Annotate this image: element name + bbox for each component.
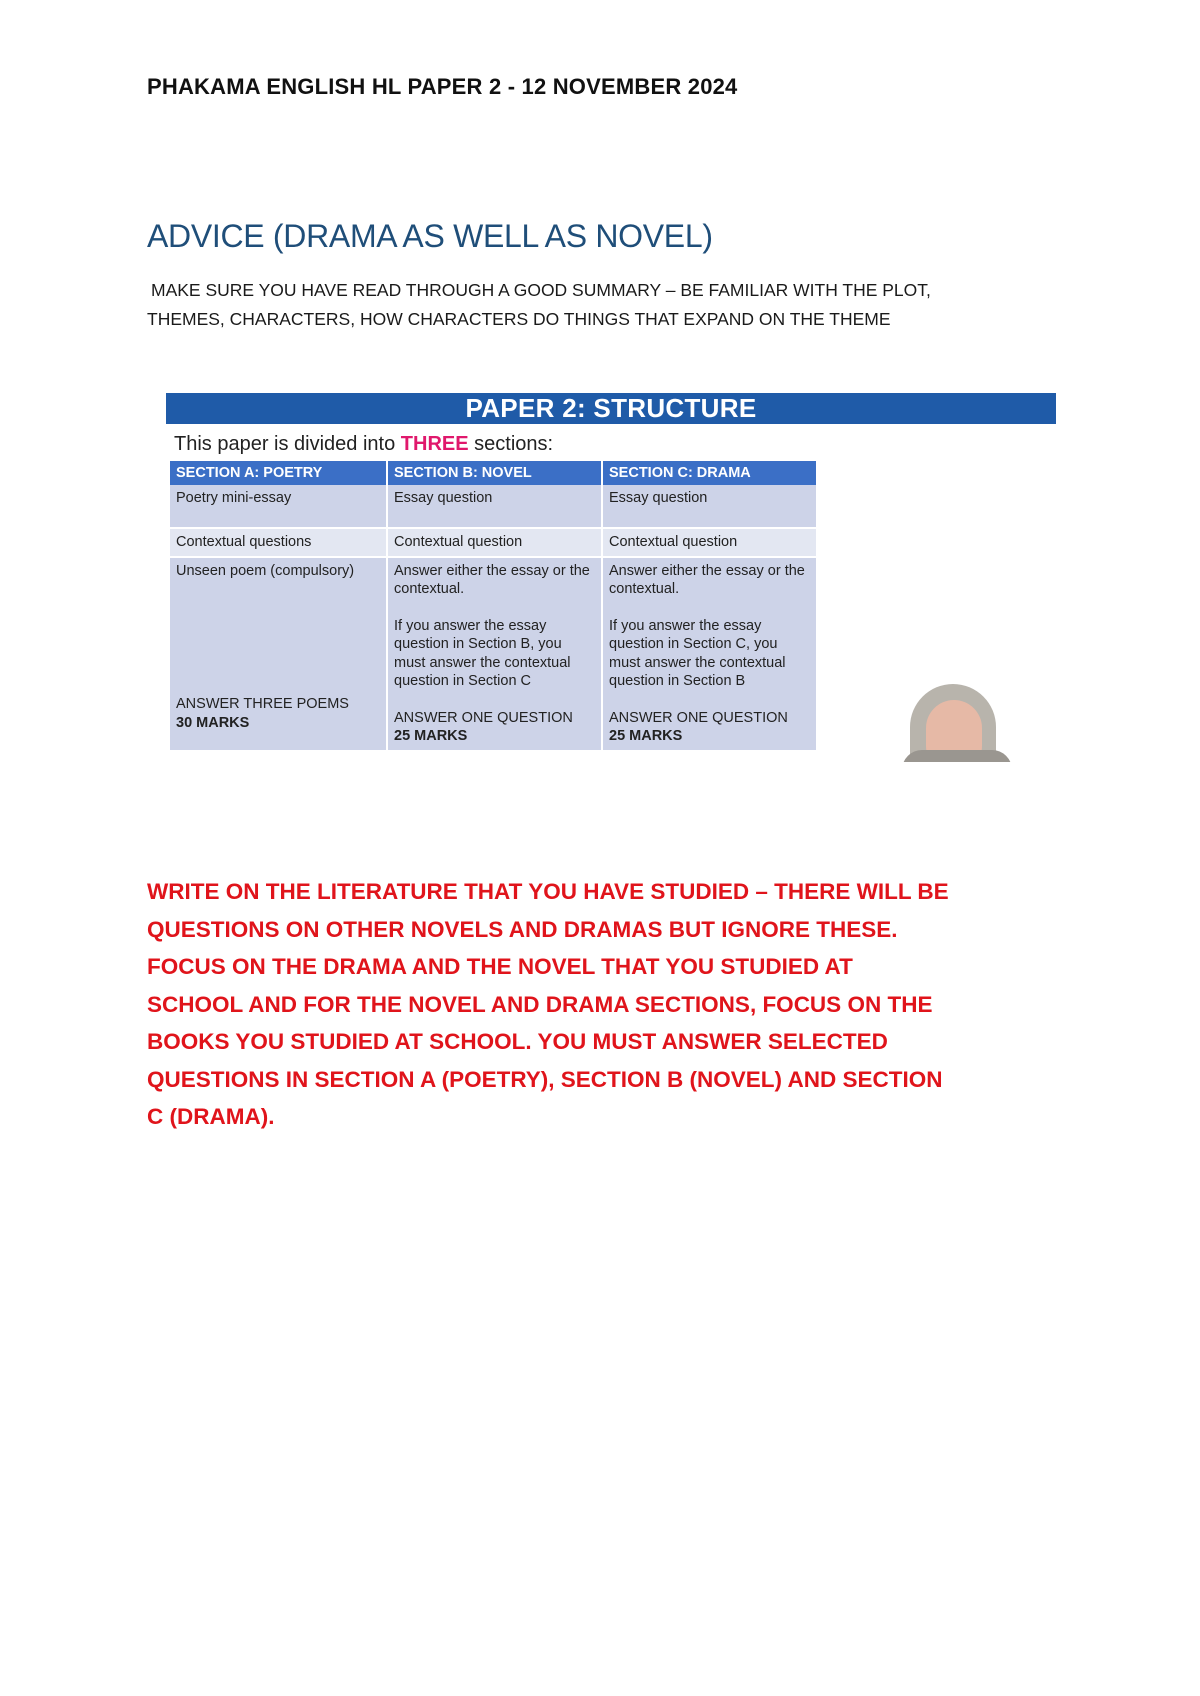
marks-label: 30 MARKS: [176, 714, 250, 731]
warning-line: C (DRAMA).: [147, 1104, 275, 1129]
cell-text: If you answer the essay question in Section C, you must answer the contextual question in Section B: [609, 617, 786, 689]
structure-table: [170, 461, 818, 752]
warning-line: QUESTIONS IN SECTION A (POETRY), SECTION B (NOVEL) AND SECTION: [147, 1066, 943, 1092]
slide-banner: PAPER 2: STRUCTURE: [166, 393, 1056, 424]
advice-line: THEMES, CHARACTERS, HOW CHARACTERS DO THINGS THAT EXPAND ON THE THEME: [147, 309, 891, 329]
advice-line: MAKE SURE YOU HAVE READ THROUGH A GOOD SUMMARY – BE FAMILIAR WITH THE PLOT,: [151, 280, 931, 300]
answer-instruction: ANSWER ONE QUESTION: [609, 709, 788, 726]
answer-instruction: ANSWER THREE POEMS: [176, 696, 349, 712]
warning-line: WRITE ON THE LITERATURE THAT YOU HAVE STUDIED – THERE WILL BE: [147, 879, 949, 904]
presenter-avatar: [902, 676, 1012, 762]
slide-intro: [174, 433, 553, 456]
header-section-b: SECTION B: NOVEL: [387, 461, 602, 485]
warning-text: [147, 873, 1077, 1136]
warning-line: FOCUS ON THE DRAMA AND THE NOVEL THAT YOU STUDIED AT: [147, 954, 853, 979]
advice-text: [147, 276, 1067, 334]
cell-text: Answer either the essay or the contextual.: [609, 562, 805, 597]
table-cell: [170, 557, 387, 751]
warning-line: SCHOOL AND FOR THE NOVEL AND DRAMA SECTIONS, FOCUS ON THE: [147, 991, 933, 1017]
table-row: [170, 528, 817, 557]
table-row: [170, 557, 817, 751]
intro-emphasis: THREE: [400, 433, 469, 455]
table-header-row: [170, 461, 817, 485]
marks-label: 25 MARKS: [609, 728, 683, 744]
warning-line: BOOKS YOU STUDIED AT SCHOOL. YOU MUST ANSWER SELECTED: [147, 1029, 888, 1054]
document-header: PHAKAMA ENGLISH HL PAPER 2 - 12 NOVEMBER 2024: [147, 74, 738, 99]
intro-text-end: sections:: [474, 433, 554, 455]
table-cell: Essay question: [387, 485, 602, 528]
answer-instruction: ANSWER ONE QUESTION: [394, 709, 573, 726]
table-row: [170, 485, 817, 528]
cell-text: Answer either the essay or the contextual.: [394, 562, 590, 597]
header-section-c: SECTION C: DRAMA: [602, 461, 817, 485]
warning-line: QUESTIONS ON OTHER NOVELS AND DRAMAS BUT IGNORE THESE.: [147, 916, 898, 942]
table-cell: Essay question: [602, 485, 817, 528]
cell-text: If you answer the essay question in Section B, you must answer the contextual question in Section C: [394, 617, 571, 689]
cell-text: Unseen poem (compulsory): [176, 562, 355, 579]
header-section-a: SECTION A: POETRY: [170, 461, 387, 485]
avatar-body: [902, 750, 1012, 762]
table-cell: Contextual question: [387, 528, 602, 557]
table-cell: [387, 557, 602, 751]
advice-heading: ADVICE (DRAMA AS WELL AS NOVEL): [147, 218, 713, 254]
marks-label: 25 MARKS: [394, 728, 468, 744]
table-cell: Contextual question: [602, 528, 817, 557]
table-cell: [602, 557, 817, 751]
table-cell: Poetry mini-essay: [170, 485, 387, 528]
intro-text: This paper is divided into: [174, 433, 396, 455]
table-cell: Contextual questions: [170, 528, 387, 557]
